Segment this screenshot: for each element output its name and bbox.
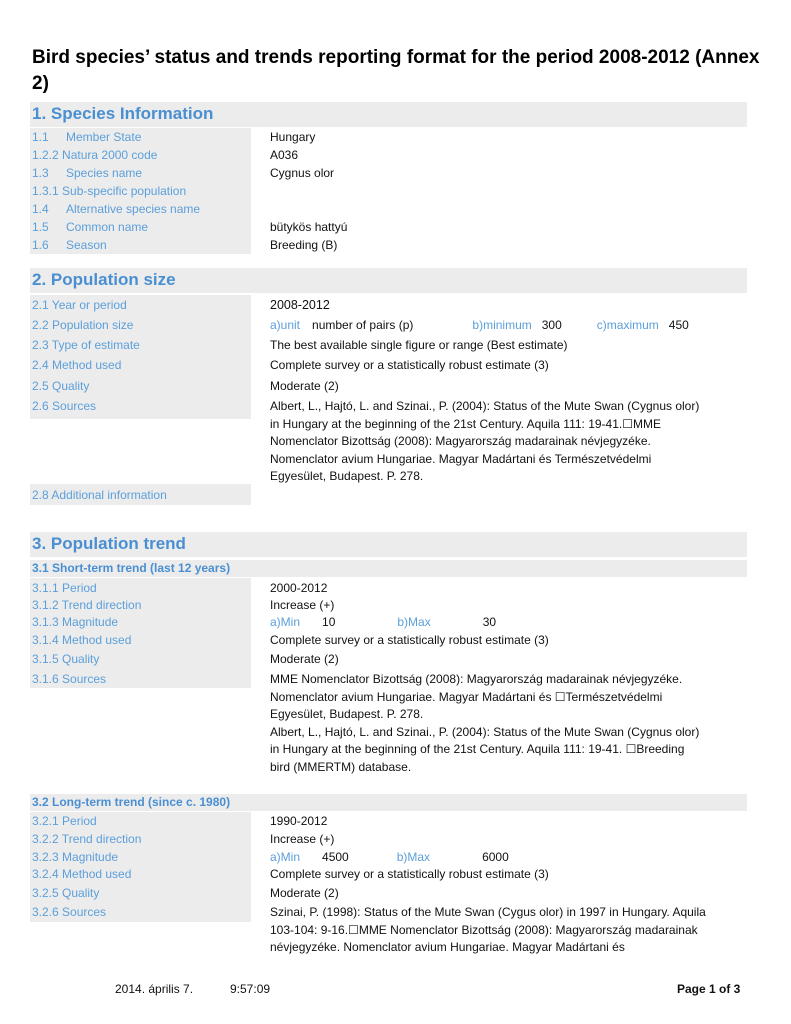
row-value xyxy=(270,850,509,864)
row-quality xyxy=(30,378,747,396)
row-species-name xyxy=(30,165,747,183)
row-value: bütykös hattyú xyxy=(270,220,348,234)
row-label: 3.2.2 Trend direction xyxy=(32,832,142,846)
row-value: Moderate (2) xyxy=(270,886,339,900)
row-sub-specific-population xyxy=(30,183,747,201)
min-key: a)Min xyxy=(270,850,301,864)
row-value: The best available single figure or range (Best estimate) xyxy=(270,338,568,352)
min-key: a)Min xyxy=(270,615,301,629)
row-label: 3.1.5 Quality xyxy=(32,652,100,666)
row-label: 3.2.5 Quality xyxy=(32,886,100,900)
max-key: b)Max xyxy=(397,615,431,629)
row-value xyxy=(270,615,496,629)
row-season xyxy=(30,237,747,255)
page-number: Page 1 of 3 xyxy=(677,982,741,996)
row-value xyxy=(270,318,689,332)
max-value: 30 xyxy=(482,615,497,629)
sources-text: Albert, L., Hajtó, L. and Szinai., P. (2004): Status of the Mute Swan (Cygnus olor) in Hungary at the beginning of the 21st Century. Aquila 111: 19-41.☐MME Nomenclator Bizottság (2008): Magyarország madarainak névjegyzéke. Nomenclator avium Hungariae. Magyar Madártani és Természetvédelmi Egyesület, Budapest. P. 278. xyxy=(270,399,700,483)
row-label: 1.3 Species name xyxy=(32,166,143,180)
row-short-term-method xyxy=(30,632,747,650)
row-method-used xyxy=(30,357,747,375)
row-label: 3.1.2 Trend direction xyxy=(32,598,142,612)
unit-key: a)unit xyxy=(270,318,301,332)
row-value: Cygnus olor xyxy=(270,166,335,180)
unit-value: number of pairs (p) xyxy=(312,318,414,332)
min-value: 4500 xyxy=(322,850,349,864)
section-title: 3. Population trend xyxy=(32,534,186,553)
row-value: A036 xyxy=(270,148,299,162)
row-long-term-quality xyxy=(30,885,747,903)
row-label: 3.2.6 Sources xyxy=(32,905,107,919)
row-long-term-period xyxy=(30,813,747,831)
row-label: 3.2.1 Period xyxy=(32,814,97,828)
row-value: Increase (+) xyxy=(270,598,335,612)
row-type-of-estimate xyxy=(30,337,747,355)
row-additional-information xyxy=(30,487,747,505)
row-short-term-quality xyxy=(30,651,747,669)
row-value: Moderate (2) xyxy=(270,652,339,666)
max-key: b)Max xyxy=(396,850,431,864)
row-value: Breeding (B) xyxy=(270,238,338,252)
row-natura-code xyxy=(30,147,747,165)
row-label: 1.3.1 Sub-specific population xyxy=(32,184,187,198)
long-term-sources-text: Szinai, P. (1998): Status of the Mute Swan (Cygus olor) in 1997 in Hungary. Aquila 103-104: 9-16.☐MME Nomenclator Bizottság (2008): Magyarország madarainak névjegyzéke. Nomenclator avium Hungariae. Magyar Madártani és xyxy=(270,905,706,954)
row-population-size xyxy=(30,317,747,335)
row-common-name xyxy=(30,219,747,237)
row-label: 3.2.4 Method used xyxy=(32,867,132,881)
section-header-population-size xyxy=(30,268,747,293)
row-label: 1.5 Common name xyxy=(32,220,149,234)
min-value: 10 xyxy=(322,615,336,629)
row-value: Hungary xyxy=(270,130,316,144)
row-value: Increase (+) xyxy=(270,832,335,846)
row-alternative-name xyxy=(30,201,747,219)
short-term-sources-text: MME Nomenclator Bizottság (2008): Magyarország madarainak névjegyzéke. Nomenclator avium Hungariae. Magyar Madártani és ☐Természetvédelmi Egyesület, Budapest. P. 278. Albert, L., Hajtó, L. and Szinai., P. (2004): Status of the Mute Swan (Cygnus olor) in Hungary at the beginning of the 21st Century. Aquila 111: 19-41. ☐Breeding bird (MMERTM) database. xyxy=(270,672,700,774)
row-label: 2.1 Year or period xyxy=(32,298,127,312)
row-label: 1.1 Member State xyxy=(32,130,142,144)
row-value: Complete survey or a statistically robust estimate (3) xyxy=(270,867,549,881)
row-label: 1.2.2 Natura 2000 code xyxy=(32,148,158,162)
sub-header-short-term-trend xyxy=(30,560,747,577)
row-label: 3.1.3 Magnitude xyxy=(32,615,119,629)
row-value: 1990-2012 xyxy=(270,814,328,828)
maximum-key: c)maximum xyxy=(596,318,659,332)
row-value: 2008-2012 xyxy=(270,298,330,312)
minimum-key: b)minimum xyxy=(472,318,532,332)
row-member-state xyxy=(30,129,747,147)
row-short-term-magnitude xyxy=(30,614,747,632)
row-value: Complete survey or a statistically robust estimate (3) xyxy=(270,633,549,647)
section-title: 2. Population size xyxy=(32,270,176,289)
row-label: 3.2.3 Magnitude xyxy=(32,850,119,864)
row-label: 2.2 Population size xyxy=(32,318,134,332)
row-label: 3.1.1 Period xyxy=(32,581,97,595)
document-title: Bird species’ status and trends reporting format for the period 2008-2012 (Annex 2) xyxy=(32,47,760,94)
section-title: 1. Species Information xyxy=(32,104,214,123)
section-header-population-trend xyxy=(30,532,747,557)
row-long-term-magnitude xyxy=(30,849,747,867)
minimum-value: 300 xyxy=(541,318,562,332)
row-label: 3.1.4 Method used xyxy=(32,633,132,647)
row-value: 2000-2012 xyxy=(270,581,328,595)
row-label: 1.6 Season xyxy=(32,238,107,252)
row-label: 1.4 Alternative species name xyxy=(32,202,201,216)
max-value: 6000 xyxy=(482,850,509,864)
sub-header-long-term-trend xyxy=(30,794,747,811)
row-long-term-method xyxy=(30,866,747,884)
footer-date: 2014. április 7. xyxy=(115,982,194,996)
row-short-term-period xyxy=(30,580,747,598)
section-header-species-information xyxy=(30,102,747,127)
row-label: 2.4 Method used xyxy=(32,358,122,372)
row-long-term-direction xyxy=(30,831,747,849)
row-year-or-period xyxy=(30,297,747,315)
maximum-value: 450 xyxy=(668,318,689,332)
row-short-term-direction xyxy=(30,597,747,615)
row-label: 2.6 Sources xyxy=(32,399,97,413)
sub-header-title: 3.1 Short-term trend (last 12 years) xyxy=(32,561,231,575)
row-label: 2.8 Additional information xyxy=(32,488,167,502)
row-label: 3.1.6 Sources xyxy=(32,672,107,686)
row-value: Complete survey or a statistically robust estimate (3) xyxy=(270,358,549,372)
row-value: Moderate (2) xyxy=(270,379,339,393)
footer-time: 9:57:09 xyxy=(230,982,271,996)
row-label: 2.3 Type of estimate xyxy=(32,338,140,352)
row-label: 2.5 Quality xyxy=(32,379,90,393)
sub-header-title: 3.2 Long-term trend (since c. 1980) xyxy=(32,795,231,809)
